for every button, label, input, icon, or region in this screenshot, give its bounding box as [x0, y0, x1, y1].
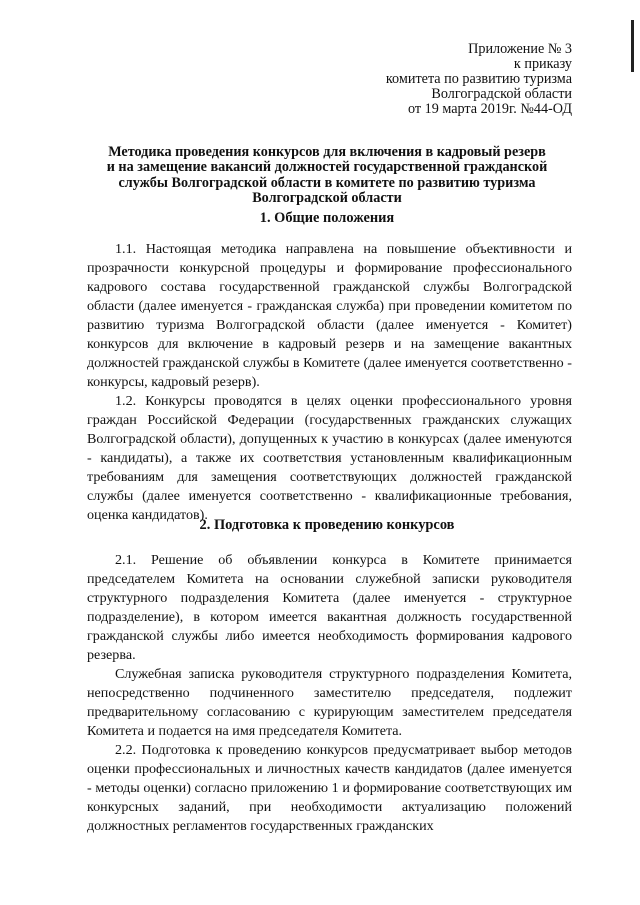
- paragraph: Служебная записка руководителя структурного подразделения Комитета, непосредственно подчиненного заместителю председателя, подлежит предварительному согласованию с курирующим заместителем председателя Комитета и подается на имя председателя Комитета.: [87, 666, 572, 739]
- paragraph: 2.1. Решение об объявлении конкурса в Комитете принимается председателем Комитета на основании служебной записки руководителя структурного подразделения Комитета (далее именуется - структурное подразделение), в котором имеется вакантная должность государственной гражданской службы либо имеется необходимость формирования кадрового резерва.: [87, 552, 572, 663]
- section-1-body: [87, 240, 572, 525]
- section-2-body: [87, 551, 572, 836]
- title-line: Волгоградской области: [252, 189, 402, 206]
- scan-edge-mark: [631, 20, 634, 72]
- title-line: службы Волгоградской области в комитете по развитию туризма: [118, 174, 536, 191]
- paragraph: 1.1. Настоящая методика направлена на повышение объективности и прозрачности конкурсной процедуры и формирование профессионального кадрового состава государственной гражданской службы Волгоградской области (далее именуется - гражданская служба) при проведении комитетом по развитию туризма Волгоградской области (далее именуется - Комитет) конкурсов для включение в кадровый резерв и на замещение вакантных должностей гражданской службы в Комитете (далее именуется соответственно - конкурсы, кадровый резерв).: [87, 241, 572, 390]
- paragraph: 1.2. Конкурсы проводятся в целях оценки профессионального уровня граждан Российской Федерации (государственных гражданских служащих Волгоградской области), допущенных к участию в конкурсах (далее именуются - кандидаты), а также их соответствия установленным квалификационным требованиям для замещения соответствующих должностей гражданской службы (далее именуется соответственно - квалификационные требования, оценка кандидатов).: [87, 393, 572, 523]
- section-1-heading: 1. Общие положения: [259, 210, 395, 226]
- title-line: и на замещение вакансий должностей государственной гражданской: [106, 159, 548, 176]
- document-title: [90, 145, 564, 206]
- appendix-committee: комитета по развитию туризма: [385, 71, 572, 87]
- title-line: Методика проведения конкурсов для включения в кадровый резерв: [108, 144, 546, 160]
- appendix-region: Волгоградской области: [431, 86, 572, 102]
- paragraph: 2.2. Подготовка к проведению конкурсов предусматривает выбор методов оценки профессиональных и личностных качеств кандидатов (далее именуется - методы оценки) согласно приложению 1 и формирование соответствующих им конкурсных заданий, при необходимости актуализацию положений должностных регламентов государственных гражданских: [87, 742, 572, 834]
- appendix-header: [312, 42, 572, 117]
- appendix-number: Приложение № 3: [468, 41, 572, 57]
- section-2-heading: 2. Подготовка к проведению конкурсов: [199, 517, 455, 533]
- appendix-order-label: к приказу: [513, 56, 572, 72]
- appendix-date: от 19 марта 2019г. №44-ОД: [407, 101, 572, 117]
